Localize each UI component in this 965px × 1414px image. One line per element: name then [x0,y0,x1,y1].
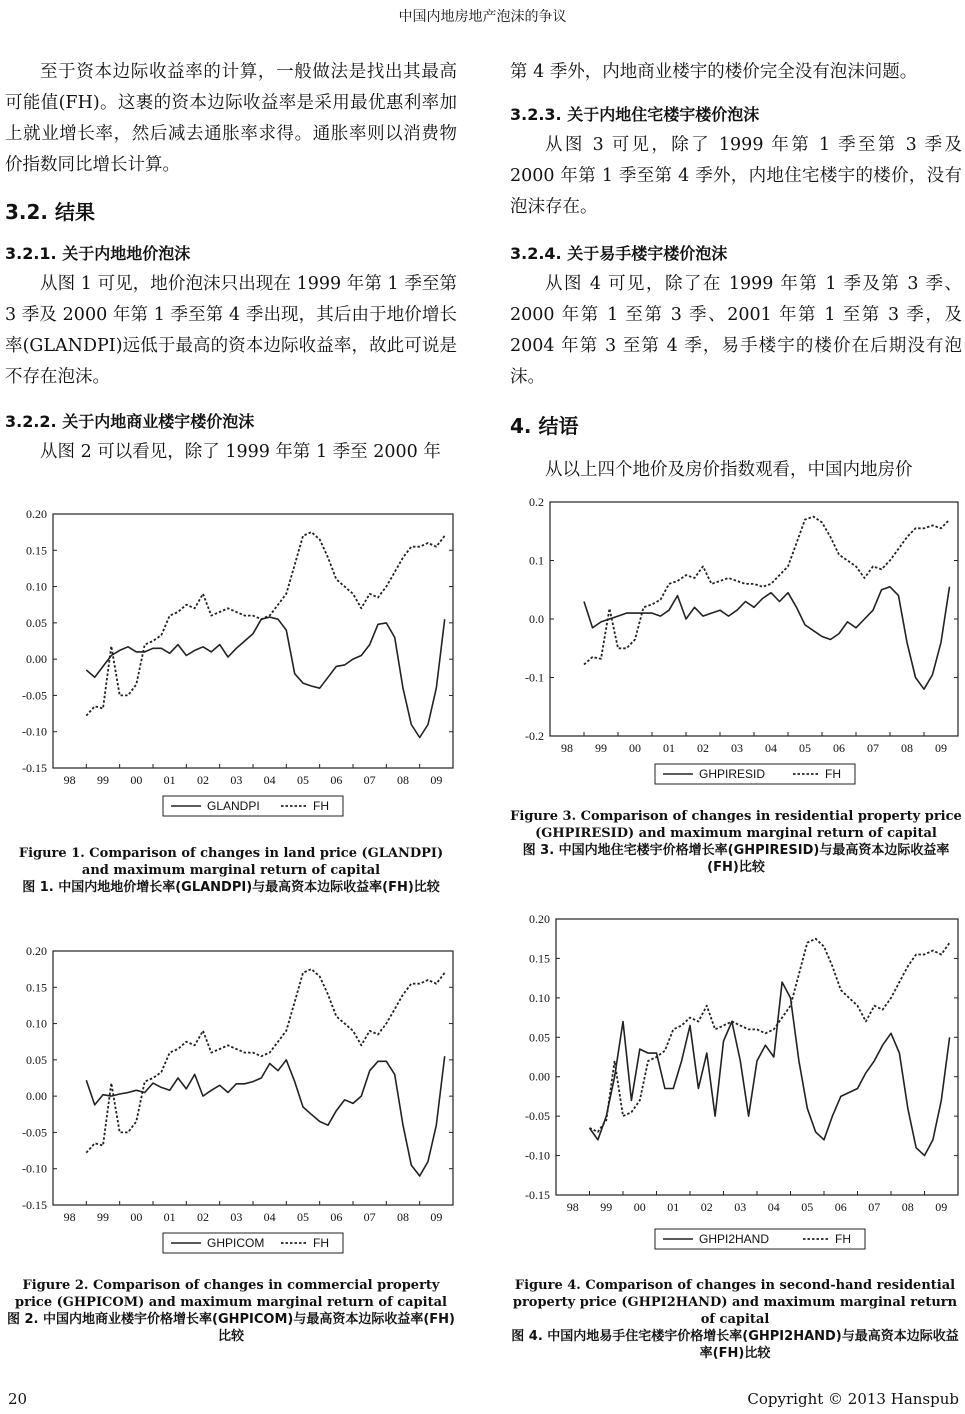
x-tick-label: 07 [363,773,376,787]
caption-zh: 图 1. 中国内地地价增长率(GLANDPI)与最高资本边际收益率(FH)比较 [22,880,440,895]
y-tick-label: 0.20 [529,912,550,926]
caption-zh: 图 4. 中国内地易手住宅楼宇价格增长率(GHPI2HAND)与最高资本边际收益率(FH)比较 [511,1329,959,1361]
right-column [510,57,962,486]
caption-en: Figure 4. Comparison of changes in second-hand residential property price (GHPI2HAND) and maximum marginal return of capital [512,1278,958,1327]
series-line-fh [86,969,444,1153]
chart-4 [510,905,962,1260]
figure-1-caption [5,845,457,896]
x-tick-label: 01 [163,773,176,787]
figure-4-caption [505,1277,965,1362]
x-tick-label: 04 [767,1200,780,1214]
y-tick-label: -0.15 [22,1198,47,1212]
x-tick-label: 05 [801,1200,814,1214]
x-tick-label: 07 [363,1210,376,1224]
caption-en: Figure 1. Comparison of changes in land price (GLANDPI) and maximum marginal return of capital [18,846,444,878]
y-tick-label: -0.15 [525,1188,550,1202]
x-tick-label: 06 [833,741,845,755]
x-tick-label: 07 [867,741,879,755]
x-tick-label: 02 [197,1210,209,1224]
y-tick-label: -0.05 [22,1125,47,1140]
x-tick-label: 99 [97,1210,109,1224]
legend-label: FH [313,1236,329,1250]
x-tick-label: 08 [901,741,913,755]
x-tick-label: 98 [63,1210,76,1224]
x-tick-label: 99 [600,1200,613,1214]
x-tick-label: 05 [297,1210,309,1224]
y-tick-label: -0.05 [22,688,47,703]
x-tick-label: 07 [868,1200,881,1214]
series-line-ghpiresid [584,587,950,689]
y-tick-label: -0.10 [22,724,47,739]
y-tick-label: -0.15 [22,761,47,775]
paragraph: 第 4 季外，内地商业楼宇的楼价完全没有泡沫问题。 [510,62,918,82]
legend [655,1229,865,1249]
x-tick-label: 04 [263,1210,276,1224]
x-tick-label: 02 [697,741,709,755]
legend-label: FH [825,767,841,781]
y-tick-label: 0.00 [529,1069,550,1084]
y-tick-label: 0.00 [26,652,47,667]
series-line-glandpi [86,617,444,737]
section-heading: 4. 结语 [510,414,579,438]
y-tick-label: -0.1 [525,670,544,685]
chart-body [22,944,453,1253]
figure-2-caption [5,1277,457,1345]
figure-3-caption [510,808,962,876]
x-tick-label: 04 [765,741,777,755]
y-tick-label: -0.10 [22,1161,47,1176]
subsection-heading: 3.2.3. 关于内地住宅楼宇楼价泡沫 [510,105,760,124]
y-tick-label: 0.05 [26,615,47,630]
y-tick-label: 0.05 [26,1052,47,1067]
subsection-heading: 3.2.2. 关于内地商业楼宇楼价泡沫 [5,412,255,431]
copyright: Copyright © 2013 Hanspub [747,1390,959,1408]
paragraph: 从图 4 可见，除了在 1999 年第 1 季及第 3 季、2000 年第 1 至第 3 季、2001 年第 1 至第 3 季，及 2004 年第 3 至第 4 季，易手楼宇的楼价在后期没有泡沫。 [510,274,962,387]
paragraph: 从图 3 可见，除了 1999 年第 1 季至第 3 季及 2000 年第 1 季至第 4 季外，内地住宅楼宇的楼价，没有泡沫存在。 [510,135,962,217]
legend-label: GHPIRESID [699,767,766,781]
x-tick-label: 01 [163,1210,176,1224]
x-tick-label: 09 [430,773,443,787]
y-tick-label: 0.15 [26,543,47,558]
y-tick-label: 0.15 [529,951,550,966]
x-tick-label: 02 [197,773,209,787]
caption-zh: 图 2. 中国内地商业楼宇价格增长率(GHPICOM)与最高资本边际收益率(FH)比较 [6,1312,455,1344]
chart-2 [5,937,460,1267]
caption-zh: 图 3. 中国内地住宅楼宇价格增长率(GHPIRESID)与最高资本边际收益率(FH)比较 [522,843,950,875]
page-number: 20 [8,1390,28,1408]
x-tick-label: 01 [663,741,675,755]
x-tick-label: 06 [330,1210,343,1224]
y-tick-label: -0.05 [525,1109,550,1124]
x-tick-label: 08 [397,773,409,787]
chart-3 [510,488,962,798]
paragraph: 至于资本边际收益率的计算，一般做法是找出其最高可能值(FH)。这裹的资本边际收益率是采用最优惠利率加上就业增长率，然后减去通胀率求得。通胀率则以消费物价指数同比增长计算。 [5,62,457,175]
y-tick-label: 0.10 [529,990,550,1005]
x-tick-label: 98 [566,1200,579,1214]
chart-1 [5,500,460,830]
legend [163,1233,343,1253]
x-tick-label: 03 [230,1210,243,1224]
section-heading: 3.2. 结果 [5,200,95,224]
x-tick-label: 05 [297,773,309,787]
legend-label: FH [313,799,329,813]
x-tick-label: 08 [397,1210,409,1224]
plot-frame [53,514,453,768]
y-tick-label: 0.2 [529,495,544,509]
x-tick-label: 00 [629,741,641,755]
series-line-ghpi2hand [590,982,950,1156]
figure-3 [510,488,962,798]
left-column [5,57,457,468]
legend [163,796,343,816]
series-line-ghpicom [86,1056,444,1176]
x-tick-label: 06 [834,1200,847,1214]
chart-body [525,495,958,784]
x-tick-label: 08 [901,1200,914,1214]
y-tick-label: 0.0 [529,612,544,626]
x-tick-label: 01 [667,1200,680,1214]
paragraph: 从图 1 可见，地价泡沫只出现在 1999 年第 1 季至第 3 季及 2000 年第 1 季至第 4 季出现，其后由于地价增长率(GLANDPI)远低于最高的资本边际收益率，故此可说是不存在泡沫。 [5,274,457,387]
x-tick-label: 03 [230,773,243,787]
y-tick-label: 0.1 [529,553,544,568]
legend [655,764,855,784]
chart-body [22,507,453,816]
caption-en: Figure 2. Comparison of changes in commercial property price (GHPICOM) and maximum marginal return of capital [15,1278,447,1310]
x-tick-label: 09 [935,1200,948,1214]
x-tick-label: 00 [130,773,143,787]
x-tick-label: 03 [731,741,743,755]
x-tick-label: 98 [561,741,573,755]
x-tick-label: 00 [130,1210,143,1224]
legend-label: GHPI2HAND [699,1232,770,1246]
x-tick-label: 00 [633,1200,646,1214]
legend-label: GHPICOM [207,1236,265,1250]
x-tick-label: 99 [595,741,607,755]
y-tick-label: 0.20 [26,507,47,521]
y-tick-label: -0.10 [525,1148,550,1163]
y-tick-label: 0.20 [26,944,47,958]
x-tick-label: 99 [97,773,109,787]
x-tick-label: 04 [263,773,276,787]
series-line-fh [86,532,444,716]
y-tick-label: 0.10 [26,1016,47,1031]
legend-label: FH [835,1232,851,1246]
y-tick-label: 0.15 [26,980,47,995]
legend-label: GLANDPI [207,799,260,813]
chart-body [525,912,958,1249]
figure-4 [510,905,962,1260]
subsection-heading: 3.2.4. 关于易手楼宇楼价泡沫 [510,244,728,263]
figure-2 [5,937,460,1267]
paragraph: 从图 2 可以看见，除了 1999 年第 1 季至 2000 年 [40,442,441,462]
y-tick-label: 0.00 [26,1089,47,1104]
figure-1 [5,500,460,830]
x-tick-label: 05 [799,741,811,755]
x-tick-label: 09 [935,741,947,755]
subsection-heading: 3.2.1. 关于内地地价泡沫 [5,244,191,263]
series-line-fh [590,939,950,1132]
x-tick-label: 03 [734,1200,747,1214]
running-header: 中国内地房地产泡沫的争议 [398,9,567,25]
x-tick-label: 98 [63,773,76,787]
plot-frame [53,951,453,1205]
y-tick-label: -0.2 [525,729,544,743]
y-tick-label: 0.05 [529,1030,550,1045]
x-tick-label: 02 [700,1200,713,1214]
paragraph: 从以上四个地价及房价指数观看，中国内地房价 [545,460,913,480]
plot-frame [556,919,958,1195]
y-tick-label: 0.10 [26,579,47,594]
x-tick-label: 09 [430,1210,443,1224]
caption-en: Figure 3. Comparison of changes in residential property price (GHPIRESID) and maximum marginal return of capital [510,809,962,841]
x-tick-label: 06 [330,773,343,787]
